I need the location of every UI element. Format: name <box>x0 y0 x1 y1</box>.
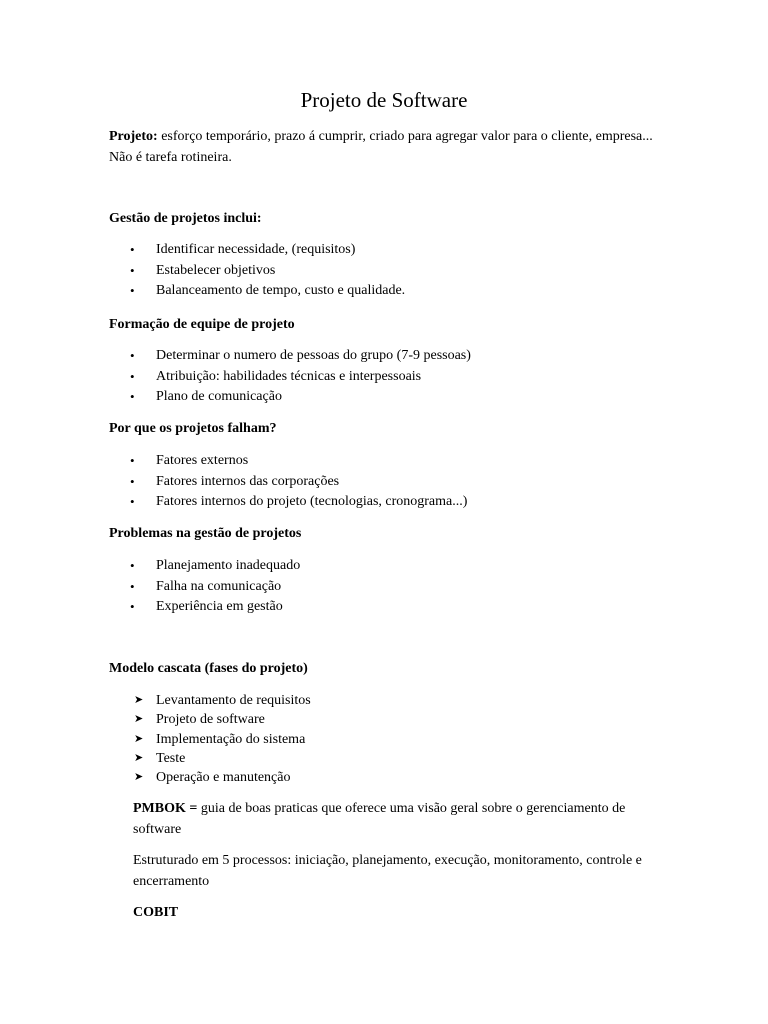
bullet-icon: • <box>130 348 135 363</box>
arrow-bullet-icon: ➤ <box>134 751 144 764</box>
bullet-icon: • <box>130 473 135 489</box>
list-formacao <box>0 346 471 408</box>
bullet-icon: • <box>130 389 135 404</box>
arrow-bullet-icon: ➤ <box>134 732 144 745</box>
document-title: Projeto de Software <box>300 88 468 112</box>
list-item <box>0 492 467 513</box>
list-item-text: Experiência em gestão <box>156 599 283 614</box>
arrow-bullet-icon: ➤ <box>134 771 144 784</box>
list-item-text: Fatores internos do projeto (tecnologias, cronograma...) <box>156 494 468 509</box>
list-item <box>0 710 311 729</box>
list-item <box>0 261 405 282</box>
list-item-text: Balanceamento de tempo, custo e qualidade. <box>156 283 406 298</box>
intro-text: esforço temporário, prazo á cumprir, criado para agregar valor para o cliente, empresa... Não é tarefa rotineira. <box>109 129 653 165</box>
list-item-text: Estabelecer objetivos <box>156 262 276 278</box>
list-item-text: Falha na comunicação <box>156 578 282 594</box>
list-item-text: Determinar o numero de pessoas do grupo (7-9 pessoas) <box>156 348 471 363</box>
list-item <box>0 691 311 710</box>
processes-paragraph: Estruturado em 5 processos: iniciação, planejamento, execução, monitoramento, controle e encerramento <box>133 853 642 889</box>
list-item <box>0 346 471 367</box>
bullet-icon: • <box>130 453 135 468</box>
bullet-icon: • <box>130 494 135 509</box>
list-item <box>0 451 467 472</box>
bullet-icon: • <box>130 242 135 257</box>
list-item <box>0 387 471 408</box>
list-item-text: Operação e manutenção <box>156 770 291 786</box>
arrow-bullet-icon: ➤ <box>134 713 144 726</box>
list-cascata <box>0 691 311 787</box>
intro-term: Projeto: <box>109 129 158 144</box>
list-item-text: Planejamento inadequado <box>156 558 301 573</box>
bullet-icon: • <box>130 578 135 594</box>
intro-paragraph <box>109 127 669 168</box>
arrow-bullet-icon: ➤ <box>134 694 144 706</box>
list-item-text: Atribuição: habilidades técnicas e interpessoais <box>156 368 422 384</box>
pmbok-paragraph <box>133 799 653 840</box>
list-item <box>0 240 405 261</box>
section-heading-cascata: Modelo cascata (fases do projeto) <box>109 661 308 676</box>
bullet-icon: • <box>130 262 135 278</box>
list-item <box>0 367 471 388</box>
section-heading-gestao: Gestão de projetos inclui: <box>109 211 262 226</box>
list-item-text: Teste <box>156 750 186 766</box>
section-heading-formacao: Formação de equipe de projeto <box>109 317 295 332</box>
list-item <box>0 597 300 618</box>
bullet-icon: • <box>130 558 135 573</box>
list-problemas <box>0 556 300 618</box>
list-item <box>0 281 405 302</box>
pmbok-text: guia de boas praticas que oferece uma visão geral sobre o gerenciamento de software <box>133 801 626 837</box>
bullet-icon: • <box>130 283 135 298</box>
list-item-text: Levantamento de requisitos <box>156 693 311 708</box>
bullet-icon: • <box>130 599 135 614</box>
bullet-icon: • <box>130 368 135 384</box>
list-item <box>0 749 311 768</box>
list-item <box>0 556 300 577</box>
list-item-text: Fatores externos <box>156 453 249 468</box>
list-item-text: Implementação do sistema <box>156 731 306 747</box>
list-item-text: Projeto de software <box>156 712 265 728</box>
cobit-heading: COBIT <box>133 905 179 920</box>
section-heading-falham: Por que os projetos falham? <box>109 421 277 436</box>
pmbok-term: PMBOK = <box>133 801 198 816</box>
list-item-text: Fatores internos das corporações <box>156 473 340 489</box>
list-item <box>0 768 311 787</box>
list-item-text: Identificar necessidade, (requisitos) <box>156 242 356 257</box>
list-item <box>0 472 467 493</box>
list-falham <box>0 451 467 513</box>
list-item-text: Plano de comunicação <box>156 389 282 404</box>
list-item <box>0 577 300 598</box>
section-heading-problemas: Problemas na gestão de projetos <box>109 526 302 541</box>
list-item <box>0 730 311 749</box>
list-gestao <box>0 240 405 302</box>
